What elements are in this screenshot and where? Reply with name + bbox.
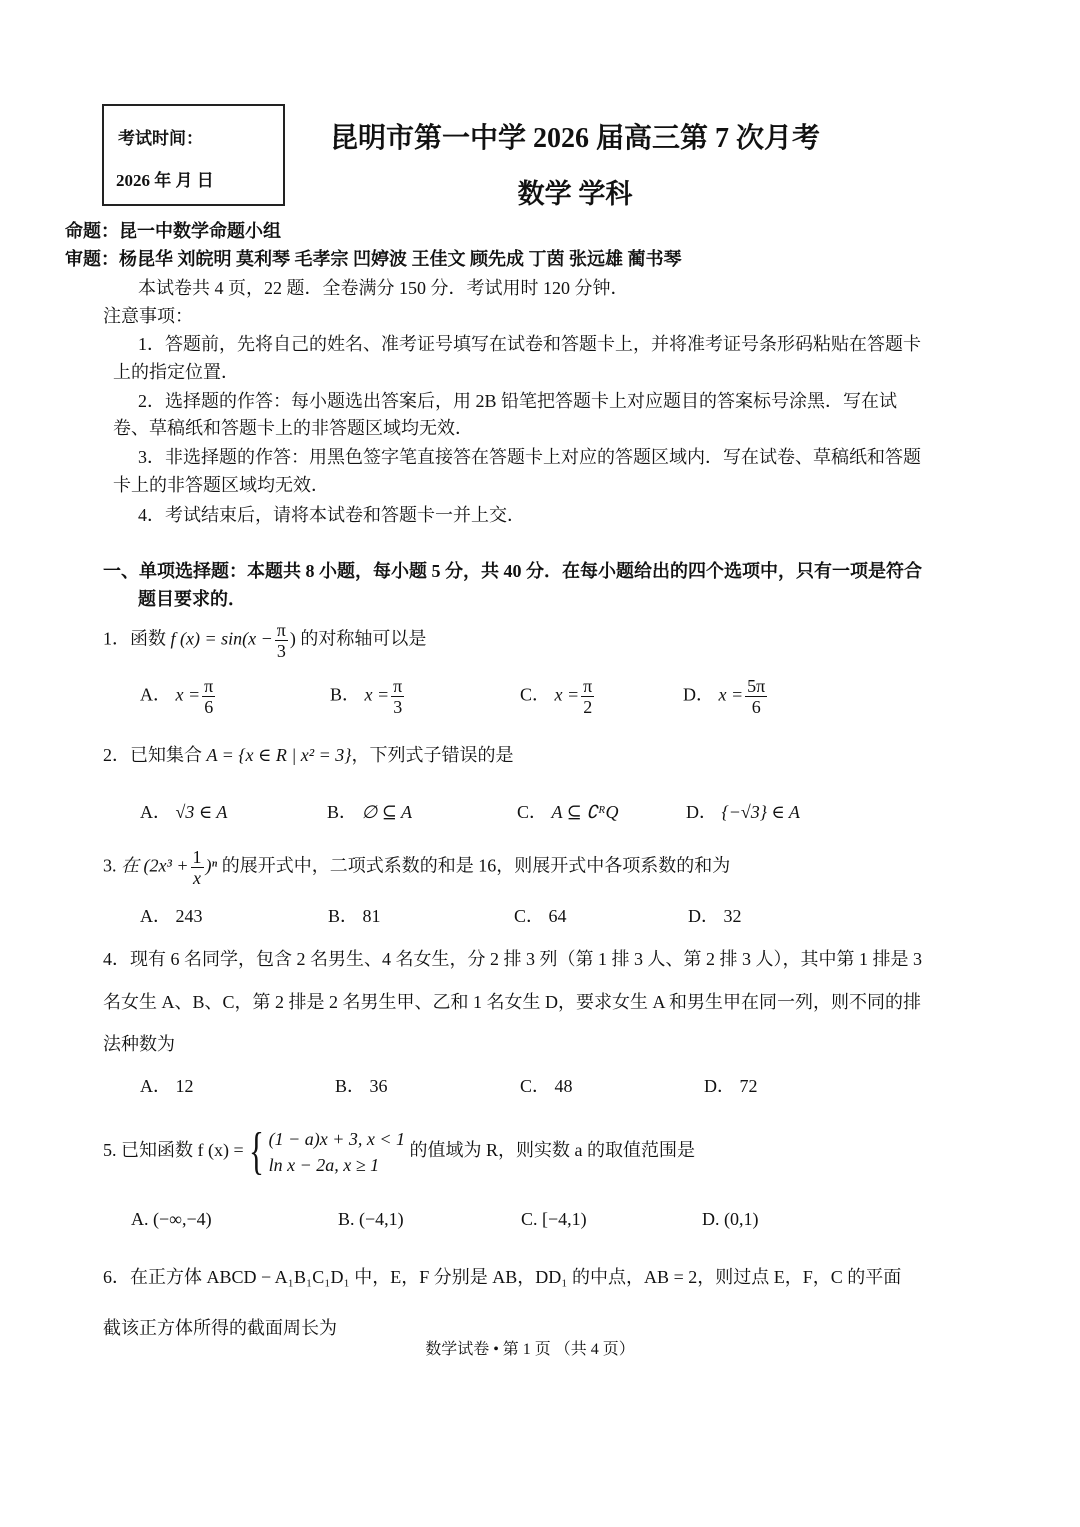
option-label: B. <box>338 1209 355 1229</box>
intro: 本试卷共 4 页，22 题．全卷满分 150 分．考试用时 120 分钟． <box>138 278 629 298</box>
option-label: C． <box>520 1076 551 1096</box>
option-text: [−4,1) <box>542 1209 587 1229</box>
denominator: 6 <box>751 697 761 717</box>
option-label: C. <box>521 1209 538 1229</box>
fraction <box>202 676 215 717</box>
q1-option-d[interactable] <box>683 676 769 717</box>
question-1 <box>103 620 426 661</box>
question-6: 6．在正方体 ABCD − A₁B₁C₁D₁ 中，E，F 分别是 AB，DD₁ 的中点，AB = 2，则过点 E，F，C 的平面 <box>103 1267 902 1287</box>
numerator: π <box>393 676 403 696</box>
note-3: 3．非选择题的作答：用黑色签字笔直接答在答题卡上对应的答题区域内．写在试卷、草稿纸和答题 <box>138 447 921 467</box>
q1-option-b[interactable] <box>330 676 406 717</box>
q4-option-b[interactable] <box>335 1074 388 1098</box>
option-text: √3 ∈ A <box>175 802 228 822</box>
q4-option-d[interactable] <box>704 1074 758 1098</box>
option-text: 36 <box>369 1076 388 1096</box>
formula: )ⁿ <box>205 855 218 876</box>
setter: 命题：昆一中数学命题小组 <box>65 221 281 241</box>
question-2 <box>103 743 514 767</box>
denominator: 2 <box>583 697 593 717</box>
option-label: D． <box>688 906 719 926</box>
q5-option-b[interactable] <box>338 1207 404 1231</box>
reviewers: 审题：杨昆华 刘皖明 莫利琴 毛孝宗 凹婷波 王佳文 顾先成 丁茵 张远雄 蔺书琴 <box>65 249 682 269</box>
formula: 在 (2x³ + <box>121 855 189 876</box>
q3-option-c[interactable] <box>514 904 567 928</box>
q-number: 1． <box>103 628 130 649</box>
formula: f (x) = sin(x − <box>170 628 273 649</box>
q-number: 5. <box>103 1140 117 1160</box>
numerator: 5π <box>747 676 766 696</box>
q-text: 的展开式中，二项式系数的和是 16，则展开式中各项系数的和为 <box>217 855 731 876</box>
q2-option-d[interactable] <box>686 800 800 824</box>
option-text: 32 <box>723 906 742 926</box>
option-label: B． <box>335 1076 366 1096</box>
option-text: ∅ ⊆ A <box>361 802 412 822</box>
question-4-cont: 法种数为 <box>103 1034 175 1054</box>
option-lhs: x = <box>364 684 390 705</box>
question-3 <box>103 847 730 888</box>
page-subtitle: 数学 学科 <box>517 179 633 209</box>
option-label: D． <box>686 802 717 822</box>
q3-option-d[interactable] <box>688 904 742 928</box>
question-4: 4．现有 6 名同学，包含 2 名男生、4 名女生，分 2 排 3 列（第 1 排 3 人、第 2 排 3 人），其中第 1 排是 3 <box>103 949 922 969</box>
q-text: 的值域为 R，则实数 a 的取值范围是 <box>409 1140 696 1160</box>
option-text: (−∞,−4) <box>153 1209 212 1229</box>
option-label: B． <box>330 684 361 705</box>
note-1-cont: 上的指定位置． <box>113 362 239 382</box>
q5-option-a[interactable] <box>131 1207 212 1231</box>
q5-option-c[interactable] <box>521 1207 587 1231</box>
option-text: 64 <box>548 906 567 926</box>
q4-option-c[interactable] <box>520 1074 573 1098</box>
option-label: A． <box>140 906 171 926</box>
option-lhs: x = <box>718 684 744 705</box>
exam-date: 2026 年 月 日 <box>116 171 214 190</box>
fraction <box>745 676 767 717</box>
q-number: 2． <box>103 745 130 765</box>
option-text: 243 <box>175 906 203 926</box>
option-label: D． <box>704 1076 735 1096</box>
q1-option-a[interactable] <box>140 676 217 717</box>
page-title: 昆明市第一中学 2026 届高三第 7 次月考 <box>329 123 820 154</box>
note-1: 1．答题前，先将自己的姓名、准考证号填写在试卷和答题卡上，并将准考证号条形码粘贴在答题卡 <box>138 334 921 354</box>
note-2-cont: 卷、草稿纸和答题卡上的非答题区域均无效． <box>113 418 473 438</box>
section-heading: 一、单项选择题：本题共 8 小题，每小题 5 分，共 40 分．在每小题给出的四个选项中，只有一项是符合 <box>103 561 922 581</box>
numerator: π <box>276 620 286 640</box>
denominator: 3 <box>393 697 403 717</box>
q-text: 函数 <box>130 628 171 649</box>
brace: { <box>248 1122 264 1180</box>
denominator: 3 <box>276 641 286 661</box>
q2-option-b[interactable] <box>327 800 412 824</box>
section-heading-cont: 题目要求的． <box>138 589 246 609</box>
option-text: 12 <box>175 1076 194 1096</box>
case-1: (1 − a)x + 3, x < 1 <box>268 1128 406 1149</box>
option-label: D. <box>702 1209 720 1229</box>
q2-option-a[interactable] <box>140 800 227 824</box>
option-text: 81 <box>362 906 381 926</box>
option-text: {−√3} ∈ A <box>721 802 800 822</box>
note-3-cont: 卡上的非答题区域均无效． <box>113 475 329 495</box>
option-label: B． <box>327 802 358 822</box>
formula: 已知函数 f (x) = <box>121 1140 244 1160</box>
fraction <box>275 620 288 661</box>
piecewise <box>269 1126 405 1178</box>
question-4-cont: 名女生 A、B、C，第 2 排是 2 名男生甲、乙和 1 名女生 D，要求女生 A 和男生甲在同一列，则不同的排 <box>103 992 922 1012</box>
option-label: C． <box>517 802 548 822</box>
option-label: A． <box>140 802 171 822</box>
option-label: A． <box>140 1076 171 1096</box>
question-6-cont: 截该正方体所得的截面周长为 <box>103 1318 337 1338</box>
case-2: ln x − 2a, x ≥ 1 <box>268 1154 380 1175</box>
q3-option-b[interactable] <box>328 904 381 928</box>
q1-option-c[interactable] <box>520 676 596 717</box>
q2-option-c[interactable] <box>517 800 619 824</box>
option-label: D． <box>683 684 714 705</box>
q-text: 已知集合 <box>130 745 207 765</box>
notes-title: 注意事项： <box>103 306 193 326</box>
formula: A = {x ∈ R | x² = 3} <box>206 745 352 765</box>
page-footer: 数学试卷 • 第 1 页 （共 4 页） <box>425 1341 635 1358</box>
fraction <box>581 676 594 717</box>
option-lhs: x = <box>554 684 580 705</box>
option-label: A． <box>140 684 171 705</box>
q-text: ) 的对称轴可以是 <box>289 628 427 649</box>
fraction <box>191 847 204 888</box>
option-label: C． <box>520 684 551 705</box>
option-text: (−4,1) <box>359 1209 404 1229</box>
denominator: x <box>193 868 202 888</box>
fraction <box>391 676 404 717</box>
option-text: (0,1) <box>724 1209 759 1229</box>
denominator: 6 <box>204 697 214 717</box>
q3-option-a[interactable] <box>140 904 203 928</box>
numerator: π <box>204 676 214 696</box>
option-text: A ⊆ ∁ᴿQ <box>551 802 619 822</box>
q-text: ，下列式子错误的是 <box>351 745 514 765</box>
question-5 <box>103 1122 695 1178</box>
option-label: B． <box>328 906 359 926</box>
option-text: 72 <box>739 1076 758 1096</box>
option-text: 48 <box>554 1076 573 1096</box>
q5-option-d[interactable] <box>702 1207 759 1231</box>
q4-option-a[interactable] <box>140 1074 194 1098</box>
q-number: 3. <box>103 855 117 876</box>
option-label: C． <box>514 906 545 926</box>
note-4: 4．考试结束后，请将本试卷和答题卡一并上交． <box>138 505 525 525</box>
numerator: π <box>583 676 593 696</box>
exam-time-label: 考试时间： <box>118 129 203 148</box>
note-2: 2．选择题的作答：每小题选出答案后，用 2B 铅笔把答题卡上对应题目的答案标号涂黑．写在试 <box>138 391 898 411</box>
numerator: 1 <box>192 847 202 867</box>
option-label: A. <box>131 1209 149 1229</box>
option-lhs: x = <box>175 684 201 705</box>
